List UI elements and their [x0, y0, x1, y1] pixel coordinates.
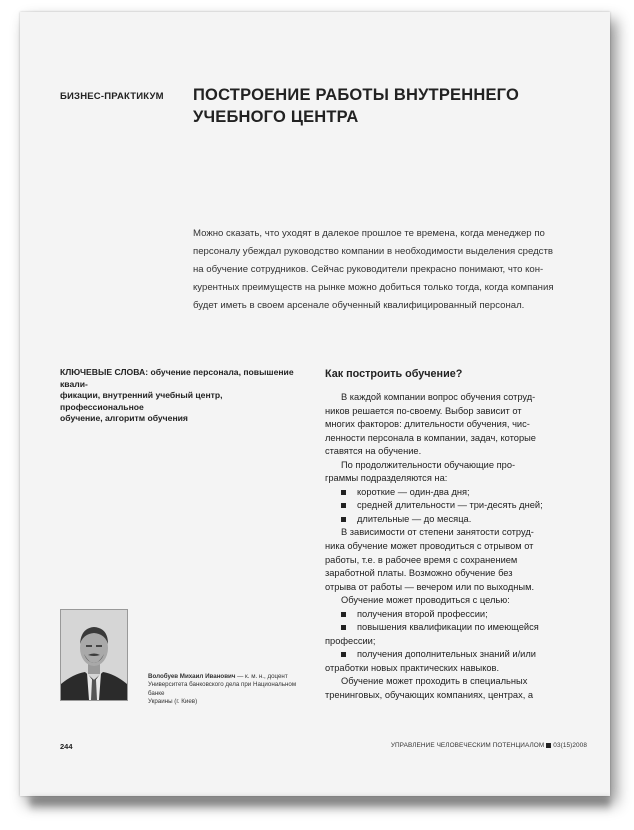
list-item: короткие — один-два дня; [325, 486, 587, 500]
list-item: получения дополнительных знаний и/или [325, 648, 587, 662]
author-name: Волобуев Михаил Иванович [148, 673, 236, 680]
bullet-icon [341, 490, 346, 495]
keywords-text: обучение персонала, повышение квали- [60, 367, 294, 389]
list-item-continuation: отработки новых практических навыков. [325, 662, 500, 673]
author-photo [60, 609, 128, 701]
keywords-line: фикации, внутренний учебный центр, профессиональное [60, 390, 223, 412]
running-footer [350, 742, 587, 749]
lead-line: персоналу убеждал руководство компании в необходимости выделения средств [193, 246, 553, 257]
list-item: повышения квалификации по имеющейся [325, 621, 587, 635]
body-paragraph: В каждой компании вопрос обучения сотруд- ников решается по-своему. Выбор зависит от многих факторов: длительности обучения, чис- ленности персонала в компании, задач, которые ставятся на обучение. [325, 392, 536, 457]
page-number: 244 [60, 742, 73, 751]
section-label: БИЗНЕС-ПРАКТИКУМ [60, 91, 164, 102]
bullet-icon [341, 612, 346, 617]
list-item: средней длительности — три-десять дней; [325, 499, 587, 513]
issue-number: 03(15)2008 [553, 742, 587, 749]
body-paragraph: Обучение может проводиться с целью: [341, 595, 510, 606]
body-paragraph: Обучение может проходить в специальных тренинговых, обучающих компаниях, центрах, а [325, 676, 534, 701]
list-item-continuation: профессии; [325, 635, 376, 646]
author-affiliation: Университета банковского дела при Национальном банке [148, 681, 297, 697]
keywords-line: обучение, алгоритм обучения [60, 413, 188, 423]
body-text-column [325, 391, 587, 703]
body-paragraph: По продолжительности обучающие про- граммы подразделяются на: [325, 459, 516, 484]
lead-line: будет иметь в своем арсенале обученный квалифицированный персонал. [193, 300, 525, 311]
keywords-line [60, 367, 307, 390]
author-info [148, 673, 313, 707]
bullet-icon [341, 625, 346, 630]
keywords-label: КЛЮЧЕВЫЕ СЛОВА: [60, 367, 149, 377]
lead-paragraph [193, 225, 587, 315]
bullet-icon [341, 652, 346, 657]
article-title [193, 84, 553, 128]
author-degree: — к. м. н., доцент [235, 673, 288, 680]
square-bullet-icon [546, 743, 551, 748]
article-title-line: УЧЕБНОГО ЦЕНТРА [193, 108, 359, 126]
body-paragraph: В зависимости от степени занятости сотруд- ника обучение может проводиться с отрывом от работы, т.е. в рабочее время с сохранением заработной платы. Возможно обучение без отрыва от работы — вечером или по выходным. [325, 527, 535, 592]
lead-line: курентных преимуществ на рынке можно добиться только тогда, когда компания [193, 282, 554, 293]
article-title-line: ПОСТРОЕНИЕ РАБОТЫ ВНУТРЕННЕГО [193, 86, 520, 104]
author-affiliation: Украины (г. Киев) [148, 698, 198, 706]
lead-line: Можно сказать, что уходят в далекое прошлое те времена, когда менеджер по [193, 228, 545, 239]
list-item: получения второй профессии; [325, 608, 587, 622]
bullet-icon [341, 517, 346, 522]
lead-line: на обучение сотрудников. Сейчас руководители прекрасно понимают, что кон- [193, 264, 544, 275]
section-subheading: Как построить обучение? [325, 368, 463, 380]
bullet-icon [341, 503, 346, 508]
keywords-block [60, 367, 307, 425]
journal-name: УПРАВЛЕНИЕ ЧЕЛОВЕЧЕСКИМ ПОТЕНЦИАЛОМ [390, 742, 545, 749]
author-portrait-image [61, 610, 127, 700]
list-item: длительные — до месяца. [325, 513, 587, 527]
page-shadow [30, 798, 610, 812]
